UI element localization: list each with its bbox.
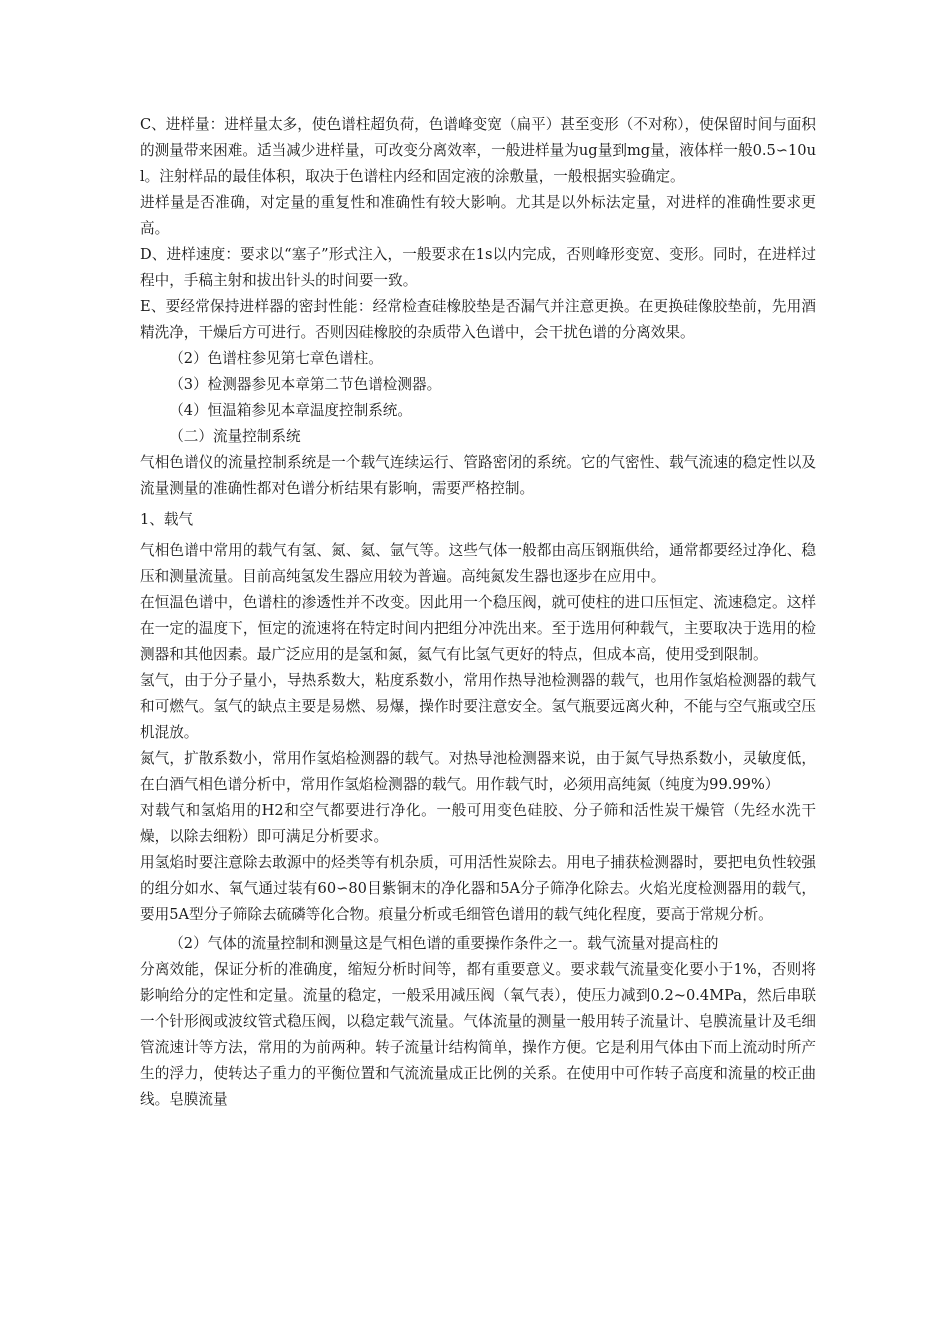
paragraph-injector-seal: E、要经常保持进样器的密封性能：经常检查硅橡胶垫是否漏气并注意更换。在更换硅像胶垫前，先用酒精洗净，干燥后方可进行。否则因硅橡胶的杂质带入色谱中，会干扰色谱的分离效果。: [140, 298, 816, 341]
paragraph-injection-speed: D、进样速度：要求以“塞子”形式注入，一般要求在1s以内完成，否则峰形变宽、变形。同时，在进样过程中，手稿主射和拔出针头的时间要一致。: [140, 246, 816, 289]
item-detector: （3）检测器参见本章第二节色谱检测器。: [169, 376, 442, 393]
paragraph-impurity-removal: 用氢焰时要注意除去敢源中的烃类等有机杂质，可用活性炭除去。用电子捕获检测器时，要把电负性较强的组分如水、氧气通过装有60∽80目紫铜末的净化器和5A分子筛净化除去。火焰光度检测器用的载气，要用5A型分子筛除去硫磷等化合物。痕量分析或毛细管色谱用的载气纯化程度，要高于常规分析。: [140, 854, 816, 923]
item-column: （2）色谱柱参见第七章色谱柱。: [169, 350, 383, 367]
heading-carrier-gas: 1、载气: [140, 511, 194, 528]
paragraph-flow-control-intro: 气相色谱仪的流量控制系统是一个载气连续运行、管路密闭的系统。它的气密性、载气流速的稳定性以及流量测量的准确性都对色谱分析结果有影响，需要严格控制。: [140, 454, 816, 497]
item-oven: （4）恒温箱参见本章温度控制系统。: [169, 402, 412, 419]
paragraph-isothermal: 在恒温色谱中，色谱柱的渗透性并不改变。因此用一个稳压阀，就可使柱的进口压恒定、流速稳定。这样在一定的温度下，恒定的流速将在特定时间内把组分冲洗出来。至于选用何种载气，主要取决于选用的检测器和其他因素。最广泛应用的是氢和氮，氦气有比氢气更好的特点，但成本高，使用受到限制。: [140, 594, 816, 663]
paragraph-hydrogen: 氢气，由于分子量小，导热系数大，粘度系数小，常用作热导池检测器的载气，也用作氢焰检测器的载气和可燃气。氢气的缺点主要是易燃、易爆，操作时要注意安全。氢气瓶要远离火种，不能与空气瓶或空压机混放。: [140, 672, 816, 741]
section-heading-flow-control: （二）流量控制系统: [169, 428, 301, 445]
document-body: [140, 112, 816, 1113]
paragraph-injection-accuracy: 进样量是否准确，对定量的重复性和准确性有较大影响。尤其是以外标法定量，对进样的准确性要求更高。: [140, 194, 816, 237]
paragraph-purification: 对载气和氢焰用的H2和空气都要进行净化。一般可用变色硅胶、分子筛和活性炭干燥管（先经水洗干燥，以除去细粉）即可满足分析要求。: [140, 802, 816, 845]
paragraph-flow-measurement-body: 分离效能，保证分析的准确度，缩短分析时间等，都有重要意义。要求载气流量变化要小于1%，否则将影响给分的定性和定量。流量的稳定，一般采用减压阀（氧气表），使压力减到0.2~0.4MPa，然后串联一个针形阀或波纹管式稳压阀，以稳定载气流量。气体流量的测量一般用转子流量计、皂膜流量计及毛细管流速计等方法，常用的为前两种。转子流量计结构简单，操作方便。它是利用气体由下而上流动时所产生的浮力，使转达子重力的平衡位置和气流流量成正比例的关系。在使用中可作转子高度和流量的校正曲线。皂膜流量: [140, 961, 816, 1108]
paragraph-flow-measurement-heading: （2）气体的流量控制和测量这是气相色谱的重要操作条件之一。载气流量对提高柱的: [169, 935, 719, 952]
paragraph-carrier-gas-types: 气相色谱中常用的载气有氢、氮、氦、氩气等。这些气体一般都由高压钢瓶供给，通常都要经过净化、稳压和测量流量。目前高纯氢发生器应用较为普遍。高纯氮发生器也逐步在应用中。: [140, 542, 816, 585]
paragraph-nitrogen: 氮气，扩散系数小，常用作氢焰检测器的载气。对热导池检测器来说，由于氮气导热系数小，灵敏度低，在白酒气相色谱分析中，常用作氢焰检测器的载气。用作载气时，必须用高纯氮（纯度为99.99%）: [140, 750, 816, 793]
paragraph-injection-volume: C、进样量：进样量太多，使色谱柱超负荷，色谱峰变宽（扁平）甚至变形（不对称），使保留时间与面积的测量带来困难。适当减少进样量，可改变分离效率，一般进样量为ug量到mg量，液体样一般0.5∽10ul。注射样品的最佳体积，取决于色谱柱内经和固定液的涂敷量，一般根据实验确定。: [140, 116, 816, 185]
